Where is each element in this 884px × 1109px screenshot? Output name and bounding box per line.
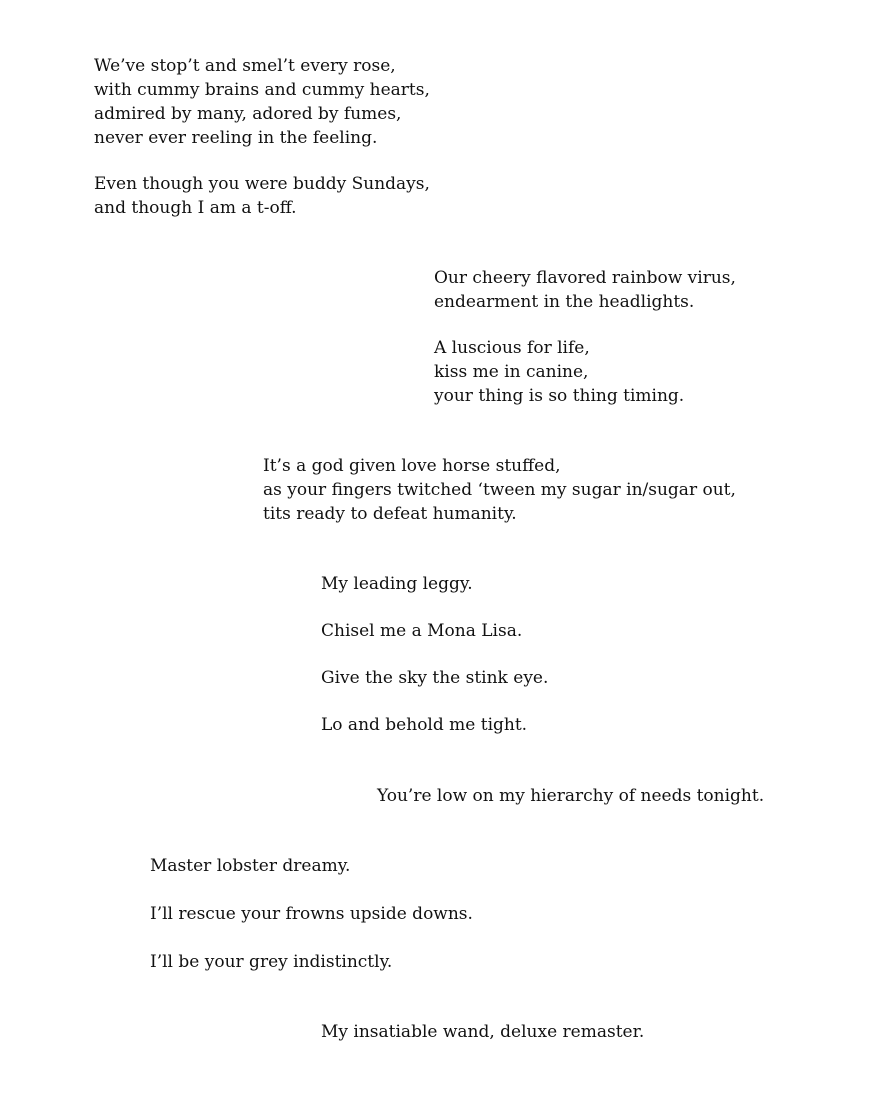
stanza-3 bbox=[434, 266, 736, 314]
poem-line: Give the sky the stink eye. bbox=[321, 668, 549, 688]
stanza-11 bbox=[150, 854, 350, 878]
stanza-9 bbox=[321, 713, 527, 737]
stanza-8 bbox=[321, 666, 548, 690]
poem-line: your thing is so thing timing. bbox=[434, 386, 685, 406]
poem-line: It’s a god given love horse stuffed, bbox=[263, 456, 561, 476]
poem-line: with cummy brains and cummy hearts, bbox=[94, 80, 430, 100]
poem-line: Our cheery flavored rainbow virus, bbox=[434, 268, 736, 288]
poem-line: I’ll be your grey indistinctly. bbox=[150, 952, 393, 972]
poem-line: tits ready to defeat humanity. bbox=[263, 504, 517, 524]
poem-line: You’re low on my hierarchy of needs tonight. bbox=[377, 786, 765, 806]
stanza-10 bbox=[377, 784, 764, 808]
poem-line: never ever reeling in the feeling. bbox=[94, 128, 378, 148]
poem-line: Chisel me a Mona Lisa. bbox=[321, 621, 523, 641]
stanza-12 bbox=[150, 902, 473, 926]
stanza-2 bbox=[94, 172, 430, 220]
stanza-7 bbox=[321, 619, 522, 643]
poem-line: My insatiable wand, deluxe remaster. bbox=[321, 1022, 645, 1042]
stanza-6 bbox=[321, 572, 473, 596]
poem-line: admired by many, adored by fumes, bbox=[94, 104, 402, 124]
poem-line: We’ve stop’t and smel’t every rose, bbox=[94, 56, 396, 76]
stanza-5 bbox=[263, 454, 736, 526]
poem-line: Master lobster dreamy. bbox=[150, 856, 351, 876]
poem-line: kiss me in canine, bbox=[434, 362, 589, 382]
poem-line: Lo and behold me tight. bbox=[321, 715, 528, 735]
poem-line: as your fingers twitched ‘tween my sugar in/sugar out, bbox=[263, 480, 736, 500]
poem-line: I’ll rescue your frowns upside downs. bbox=[150, 904, 473, 924]
poem-line: A luscious for life, bbox=[434, 338, 590, 358]
poem-line: My leading leggy. bbox=[321, 574, 473, 594]
stanza-13 bbox=[150, 950, 392, 974]
poem-line: and though I am a t-off. bbox=[94, 198, 297, 218]
stanza-1 bbox=[94, 54, 430, 150]
poem-line: Even though you were buddy Sundays, bbox=[94, 174, 430, 194]
stanza-4 bbox=[434, 336, 684, 408]
stanza-14 bbox=[321, 1020, 644, 1044]
poem-line: endearment in the headlights. bbox=[434, 292, 695, 312]
